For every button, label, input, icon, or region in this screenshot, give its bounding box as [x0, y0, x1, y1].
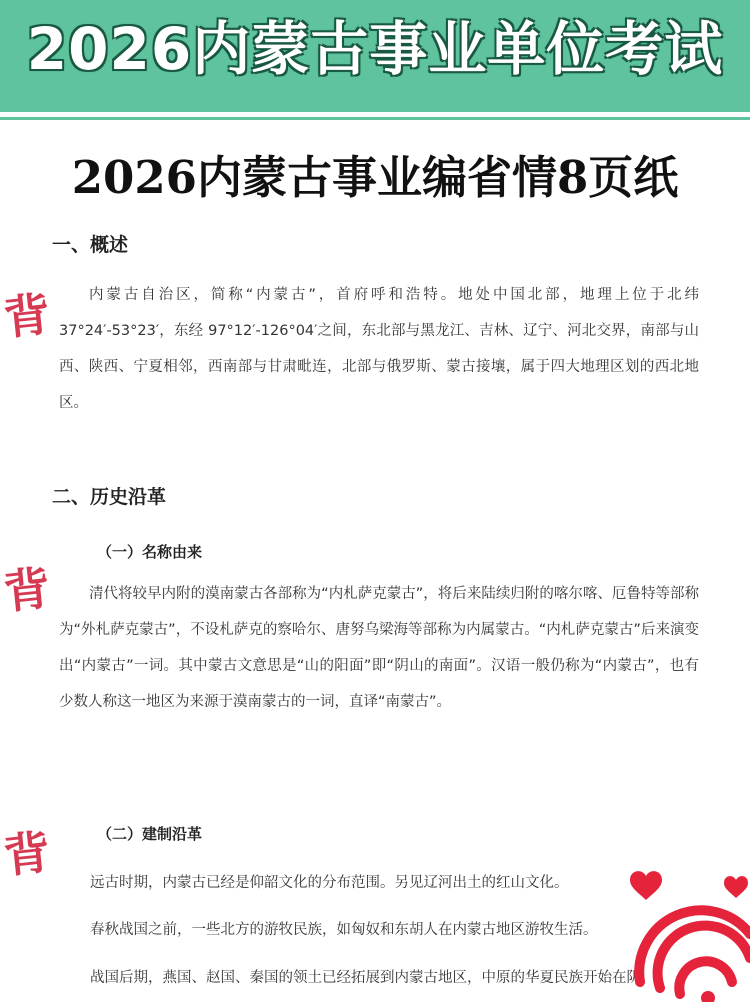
- admin-history-line: 战国后期，燕国、赵国、秦国的领土已经拓展到内蒙古地区，中原的华夏民族开始在阴: [90, 970, 641, 986]
- overview-text: 内蒙古自治区，简称“内蒙古”，首府呼和浩特。地处中国北部，地理上位于北纬37°24′-53°23′，东经 97°12′-126°04′之间，东北部与黑龙江、吉林、辽宁、河北交界，南部与山西、陕西、宁夏相邻，西南部与甘肃毗连，北部与俄罗斯、蒙古接壤，属于四大地理区划的西北地区。: [59, 287, 699, 411]
- subheading-name-origin: （一）名称由来: [97, 543, 203, 561]
- banner-divider: [0, 117, 750, 120]
- heart-icon: [630, 871, 662, 900]
- admin-history-line: 春秋战国之前，一些北方的游牧民族，如匈奴和东胡人在内蒙古地区游牧生活。: [90, 922, 598, 938]
- memorize-stamp-icon: 背: [1, 286, 53, 346]
- subheading-admin-history: （二）建制沿革: [97, 825, 203, 843]
- memorize-stamp-icon: 背: [1, 560, 53, 620]
- memorize-stamp-icon: 背: [1, 824, 53, 884]
- heart-icon: [724, 876, 748, 898]
- header-banner: [0, 0, 750, 112]
- signal-arc: [679, 961, 732, 994]
- section-heading-history: 二、历史沿革: [52, 486, 167, 508]
- name-origin-text: 清代将较早内附的漠南蒙古各部称为“内札萨克蒙古”，将后来陆续归附的喀尔喀、厄鲁特等部称为“外札萨克蒙古”，不设札萨克的察哈尔、唐努乌梁海等部称为内属蒙古。“内札萨克蒙古”后来演变出“内蒙古”一词。其中蒙古文意思是“山的阳面”即“阴山的南面”。汉语一般仍称为“内蒙古”，也有少数人称这一地区为来源于漠南蒙古的一词，直译“南蒙古”。: [59, 586, 699, 710]
- section-heading-overview: 一、概述: [52, 234, 129, 256]
- signal-dot: [701, 991, 715, 1002]
- banner-title: 2026内蒙古事业单位考试: [26, 15, 724, 83]
- name-origin-paragraph: [59, 576, 699, 720]
- admin-history-line: 远古时期，内蒙古已经是仰韶文化的分布范围。另见辽河出土的红山文化。: [90, 875, 569, 891]
- document-title: 2026内蒙古事业编省情8页纸: [71, 151, 679, 204]
- heart-signal-decoration-icon: [622, 862, 750, 1002]
- overview-paragraph: [59, 277, 699, 421]
